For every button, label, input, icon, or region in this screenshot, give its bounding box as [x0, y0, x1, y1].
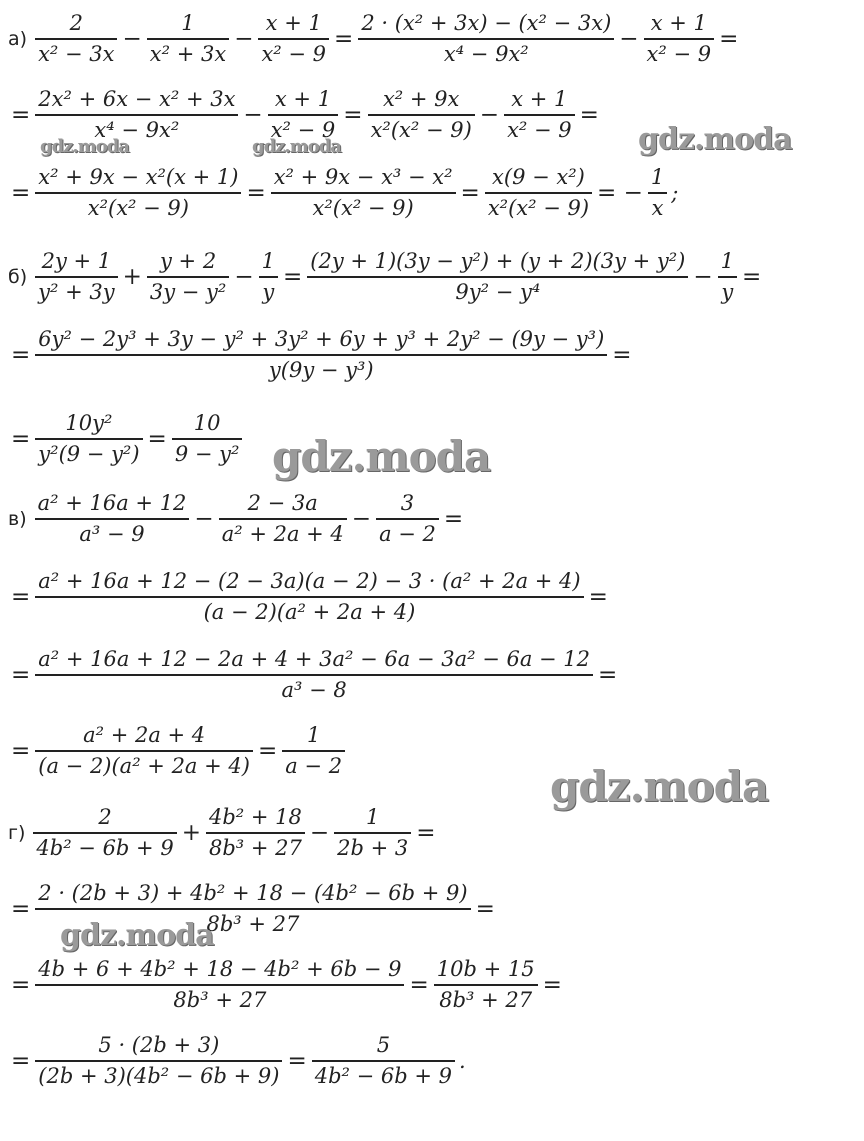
watermark: gdz.moda — [60, 918, 214, 953]
numerator: 2 · (2b + 3) + 4b² + 18 − (4b² − 6b + 9) — [38, 881, 468, 906]
operator: = — [257, 738, 278, 764]
fraction — [368, 85, 475, 144]
fraction — [258, 9, 329, 68]
denominator: 8b³ + 27 — [206, 911, 300, 936]
fraction — [35, 247, 117, 306]
operator: = — [579, 102, 599, 128]
part-label: а) — [8, 28, 28, 50]
numerator: x² + 9x − x²(x + 1) — [38, 165, 239, 190]
operator: = — [11, 180, 31, 206]
numerator: 2 — [69, 11, 83, 36]
operator: = — [11, 584, 31, 610]
operator: = — [443, 506, 464, 532]
numerator: y + 2 — [160, 249, 217, 274]
denominator: a² + 2a + 4 — [221, 521, 344, 546]
watermark: gdz.moda — [272, 432, 491, 481]
operator: − — [619, 26, 639, 52]
numerator: 1 — [261, 249, 275, 274]
numerator: 1 — [720, 249, 735, 274]
operator: − — [693, 264, 713, 290]
numerator: 10y² — [65, 411, 113, 436]
part-label: в) — [8, 508, 27, 530]
denominator: 9 − y² — [174, 441, 240, 466]
fraction — [644, 9, 715, 68]
numerator: 1 — [306, 723, 321, 748]
operator: = — [588, 584, 608, 610]
numerator: a² + 16a + 12 — [37, 491, 187, 516]
numerator: 10b + 15 — [436, 957, 535, 982]
numerator: x + 1 — [274, 87, 332, 112]
operator: = — [282, 264, 303, 290]
denominator: x⁴ − 9x² — [94, 117, 180, 142]
part-b-line-1 — [8, 242, 764, 312]
fraction — [376, 489, 439, 548]
denominator: a − 2 — [285, 753, 343, 778]
fraction — [312, 1031, 455, 1090]
fraction — [307, 247, 688, 306]
operator: = — [11, 342, 31, 368]
punctuation: ; — [671, 181, 679, 205]
operator: − — [243, 102, 263, 128]
numerator: (2y + 1)(3y − y²) + (y + 2)(3y + y²) — [310, 249, 686, 274]
fraction — [259, 247, 278, 306]
denominator: x² − 9 — [270, 117, 336, 142]
part-d-line-3 — [8, 950, 565, 1020]
operator: = — [11, 662, 31, 688]
operator: = — [719, 26, 739, 52]
part-d-line-1 — [8, 798, 439, 868]
numerator: a² + 16a + 12 − (2 − 3a)(a − 2) − 3 · (a² + 2a + 4) — [38, 569, 581, 594]
fraction — [35, 325, 607, 384]
operator: − — [351, 506, 372, 532]
denominator: x² − 9 — [646, 41, 712, 66]
denominator: (a − 2)(a² + 2a + 4) — [203, 599, 416, 624]
operator: = — [598, 662, 618, 688]
numerator: x² + 9x — [382, 87, 460, 112]
fraction — [271, 163, 456, 222]
operator: = — [542, 972, 562, 998]
part-d-line-4 — [8, 1026, 466, 1096]
operator: = — [11, 426, 31, 452]
operator: = — [11, 972, 31, 998]
fraction — [434, 955, 538, 1014]
fraction — [219, 489, 347, 548]
part-c-line-1 — [8, 484, 466, 554]
denominator: x⁴ − 9x² — [443, 41, 529, 66]
operator: = − — [597, 180, 643, 206]
operator: − — [234, 264, 254, 290]
numerator: a² + 2a + 4 — [83, 723, 206, 748]
numerator: 2 · (x² + 3x) − (x² − 3x) — [361, 11, 612, 36]
part-c-line-3 — [8, 640, 620, 710]
numerator: 1 — [366, 805, 380, 830]
part-label: г) — [8, 822, 26, 844]
part-b-line-2 — [8, 320, 635, 390]
operator: = — [460, 180, 480, 206]
part-c-line-4 — [8, 716, 347, 786]
denominator: x²(x² − 9) — [370, 117, 472, 142]
punctuation: . — [459, 1049, 466, 1073]
numerator: 4b + 6 + 4b² + 18 − 4b² + 6b − 9 — [38, 957, 402, 982]
denominator: x² − 9 — [261, 41, 327, 66]
denominator: y²(9 − y²) — [38, 441, 140, 466]
watermark: gdz.moda — [40, 136, 129, 157]
part-c-line-2 — [8, 562, 611, 632]
denominator: x² − 9 — [507, 117, 572, 142]
operator: = — [475, 896, 495, 922]
operator: − — [234, 26, 254, 52]
part-a-line-3 — [8, 158, 678, 228]
numerator: 10 — [193, 411, 221, 436]
denominator: y² + 3y — [38, 279, 115, 304]
denominator: 8b³ + 27 — [439, 987, 533, 1012]
numerator: x + 1 — [265, 11, 322, 36]
denominator: 4b² − 6b + 9 — [36, 835, 174, 860]
numerator: 3 — [400, 491, 415, 516]
numerator: x + 1 — [511, 87, 568, 112]
fraction — [35, 955, 404, 1014]
fraction — [35, 9, 117, 68]
fraction — [718, 247, 737, 306]
denominator: 3y − y² — [149, 279, 227, 304]
denominator: y — [262, 279, 275, 304]
denominator: (a − 2)(a² + 2a + 4) — [38, 753, 250, 778]
fraction — [35, 163, 241, 222]
numerator: 6y² − 2y³ + 3y − y² + 3y² + 6y + y³ + 2y² − (9y − y³) — [38, 327, 605, 352]
operator: = — [147, 426, 167, 452]
denominator: a³ − 9 — [79, 521, 145, 546]
denominator: x²(x² − 9) — [312, 195, 414, 220]
denominator: x — [651, 195, 664, 220]
fraction — [35, 645, 593, 704]
fraction — [35, 721, 253, 780]
operator: = — [343, 102, 363, 128]
watermark: gdz.moda — [638, 122, 792, 157]
fraction — [35, 489, 190, 548]
fraction — [206, 803, 305, 862]
part-a-line-1 — [8, 4, 741, 74]
fraction — [35, 409, 142, 468]
numerator: 1 — [650, 165, 665, 190]
denominator: 8b³ + 27 — [208, 835, 302, 860]
operator: = — [11, 102, 31, 128]
numerator: 5 — [376, 1033, 391, 1058]
numerator: 5 · (2b + 3) — [98, 1033, 220, 1058]
fraction — [147, 9, 229, 68]
denominator: x²(x² − 9) — [487, 195, 590, 220]
watermark: gdz.moda — [252, 136, 341, 157]
operator: = — [287, 1048, 307, 1074]
operator: = — [416, 820, 436, 846]
part-label: б) — [8, 266, 28, 288]
numerator: a² + 16a + 12 − 2a + 4 + 3a² − 6a − 3a² − 6a − 12 — [38, 647, 591, 672]
fraction — [172, 409, 243, 468]
denominator: y — [721, 279, 734, 304]
numerator: x + 1 — [650, 11, 707, 36]
part-b-line-3 — [8, 404, 244, 474]
numerator: 1 — [181, 11, 195, 36]
numerator: 2 − 3a — [247, 491, 318, 516]
operator: − — [309, 820, 330, 846]
denominator: 4b² − 6b + 9 — [314, 1063, 453, 1088]
operator: = — [742, 264, 762, 290]
operator: − — [194, 506, 214, 532]
denominator: x² − 3x — [38, 41, 115, 66]
denominator: a³ − 8 — [281, 677, 347, 702]
fraction — [648, 163, 667, 222]
fraction — [485, 163, 592, 222]
operator: − — [479, 102, 500, 128]
fraction — [282, 721, 345, 780]
denominator: y(9y − y³) — [268, 357, 374, 382]
numerator: x(9 − x²) — [492, 165, 585, 190]
denominator: 9y² − y⁴ — [455, 279, 541, 304]
fraction — [147, 247, 229, 306]
fraction — [33, 803, 176, 862]
operator: = — [11, 1048, 31, 1074]
operator: = — [246, 180, 266, 206]
operator: − — [122, 26, 142, 52]
numerator: x² + 9x − x³ − x² — [273, 165, 453, 190]
watermark: gdz.moda — [550, 762, 769, 811]
operator: = — [334, 26, 354, 52]
operator: = — [409, 972, 429, 998]
operator: + — [181, 820, 201, 846]
denominator: 8b³ + 27 — [173, 987, 267, 1012]
denominator: x²(x² − 9) — [87, 195, 189, 220]
fraction — [358, 9, 614, 68]
numerator: 2 — [98, 805, 112, 830]
fraction — [35, 1031, 282, 1090]
denominator: a − 2 — [379, 521, 436, 546]
numerator: 2x² + 6x − x² + 3x — [38, 87, 236, 112]
operator: = — [11, 896, 31, 922]
operator: = — [11, 738, 31, 764]
operator: + — [122, 264, 142, 290]
operator: = — [612, 342, 632, 368]
denominator: (2b + 3)(4b² − 6b + 9) — [38, 1063, 280, 1088]
numerator: 4b² + 18 — [208, 805, 302, 830]
denominator: 2b + 3 — [337, 835, 409, 860]
denominator: x² + 3x — [149, 41, 227, 66]
fraction — [35, 567, 583, 626]
fraction — [504, 85, 575, 144]
fraction — [334, 803, 411, 862]
numerator: 2y + 1 — [41, 249, 112, 274]
